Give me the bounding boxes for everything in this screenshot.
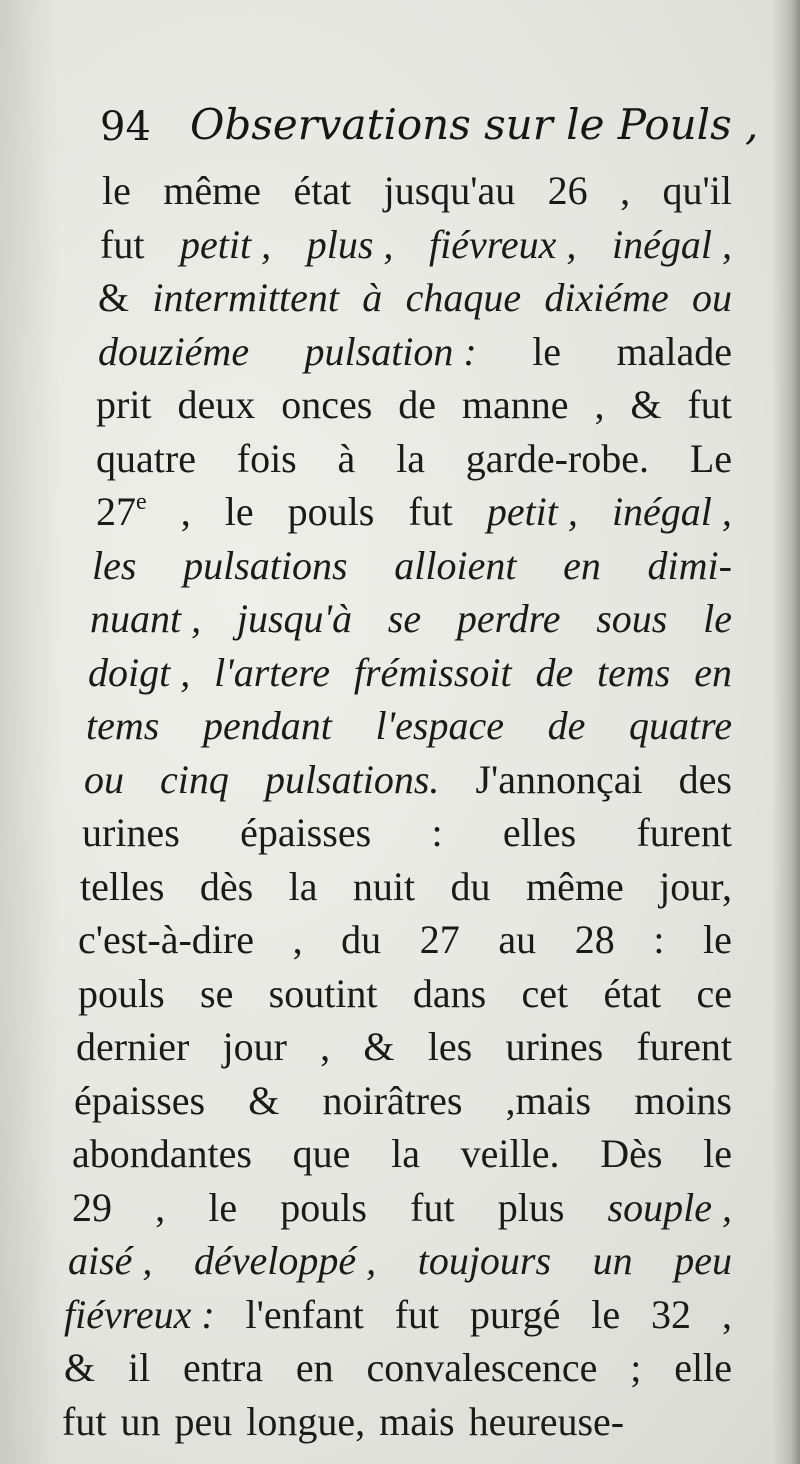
word: intermittent [152, 275, 340, 320]
word: pouls [280, 1184, 367, 1230]
text-line [82, 806, 732, 860]
word: développé , [194, 1238, 377, 1283]
word: perdre [456, 596, 561, 641]
text-line [78, 913, 732, 967]
text-line [64, 1288, 732, 1342]
word: soutint [268, 970, 378, 1016]
word: 27e [96, 489, 147, 534]
word: plus [497, 1184, 565, 1230]
word: c'est-à-dire [78, 917, 254, 962]
text-line [100, 218, 732, 272]
superscript: e [136, 489, 147, 515]
body-text [60, 164, 732, 1448]
text-line [98, 271, 732, 325]
text-line [98, 325, 732, 379]
word: nuit [352, 863, 416, 909]
word: même [525, 863, 624, 909]
word: cinq [160, 756, 229, 802]
word: pouls [78, 970, 165, 1016]
word: état [603, 970, 662, 1016]
word: le [703, 596, 732, 641]
page-number: 94 [100, 104, 151, 150]
word: souple , [607, 1184, 732, 1230]
word: peu [674, 1238, 732, 1283]
word: un [120, 1398, 161, 1444]
word: furent [636, 1024, 732, 1069]
word: qu'il [662, 168, 732, 213]
word: fiévreux , [429, 221, 577, 267]
word: 28 [574, 917, 615, 962]
word: nuant , [90, 596, 202, 641]
word: l'enfant [245, 1291, 364, 1337]
word: 29 [72, 1184, 112, 1230]
word: fut [410, 1184, 455, 1230]
text-line [96, 432, 732, 486]
word: frémissoit [353, 649, 512, 695]
word: fut [394, 1291, 440, 1337]
word: & [363, 1024, 395, 1069]
word: ou [691, 275, 732, 320]
word: aisé , [68, 1238, 153, 1283]
word: fiévreux : [64, 1291, 215, 1337]
word: jour [222, 1024, 287, 1069]
word: le [703, 1131, 732, 1176]
word: entra [183, 1345, 263, 1390]
word: il [127, 1345, 151, 1390]
word: que [292, 1131, 351, 1176]
word: quatre [629, 703, 732, 748]
word: ou [84, 756, 124, 802]
word: : [653, 917, 665, 962]
word: le [102, 168, 131, 213]
text-line [80, 860, 732, 914]
word: jour, [659, 863, 732, 909]
word: petit , [180, 221, 272, 267]
word: 26 [547, 168, 588, 213]
word: fut [687, 382, 732, 427]
word: de [535, 649, 574, 695]
word: ; [630, 1345, 642, 1390]
word: & [98, 275, 130, 320]
word: elles [502, 810, 577, 855]
word: ,mais [505, 1077, 592, 1123]
word: fut [408, 489, 453, 534]
word: tems [597, 649, 671, 695]
word: doigt , [88, 649, 191, 695]
word: inégal , [611, 489, 732, 534]
word: alloient [394, 542, 517, 588]
word: dès [199, 863, 254, 909]
word: pulsation : [304, 328, 477, 374]
word: plus , [306, 221, 394, 267]
word: urines [505, 1024, 604, 1069]
word: moins [634, 1077, 732, 1123]
word: épaisses [74, 1077, 206, 1123]
word: , [721, 1291, 732, 1337]
word: sous [596, 596, 668, 641]
word: 27 [419, 917, 460, 962]
word: , [320, 1024, 331, 1069]
page-edge-shadow [772, 0, 800, 1464]
word: épaisses [240, 810, 372, 855]
word: abondantes [72, 1131, 252, 1176]
word: , [594, 382, 605, 427]
text-line [68, 1234, 732, 1288]
text-line [102, 164, 732, 218]
word: douziéme [98, 328, 250, 374]
word: fut [100, 221, 145, 267]
word: le [591, 1291, 621, 1337]
page-gutter-shadow [0, 0, 60, 1464]
word: fois [236, 435, 297, 481]
word: fut [62, 1398, 107, 1444]
text-line [72, 1127, 732, 1181]
word: l'artere [214, 649, 330, 695]
word: onces [281, 382, 373, 427]
text-line [84, 753, 732, 807]
word: petit , [486, 489, 578, 534]
word: cet [521, 970, 569, 1016]
word: dernier [76, 1024, 190, 1069]
word: deux [177, 382, 256, 427]
word: , [620, 168, 631, 213]
word: jusqu'au [383, 168, 516, 213]
word: état [293, 168, 352, 213]
word: en [694, 649, 732, 695]
text-line [92, 539, 732, 593]
word: pouls [287, 489, 375, 534]
word: même [163, 168, 262, 213]
word: : [431, 810, 443, 855]
word: en [295, 1345, 334, 1390]
word: dimi- [647, 542, 732, 588]
word: elle [674, 1345, 732, 1390]
word: Dès [600, 1131, 663, 1176]
word: les [427, 1024, 473, 1069]
text-line [86, 699, 732, 753]
text-line [62, 1395, 732, 1449]
word: manne [461, 382, 569, 427]
word: la [288, 863, 318, 909]
word: en [563, 542, 601, 588]
text-line [76, 1020, 732, 1074]
word: à [362, 275, 383, 320]
word: malade [616, 328, 732, 374]
word: , [292, 917, 303, 962]
word: les [92, 542, 137, 588]
word: prit [96, 382, 152, 427]
word: Le [689, 435, 732, 481]
word: dans [412, 970, 487, 1016]
word: du [450, 863, 491, 909]
word: noirâtres [322, 1077, 463, 1123]
word: & [248, 1077, 280, 1123]
word: quatre [96, 435, 196, 481]
word: des [678, 756, 732, 802]
word: se [200, 970, 234, 1016]
word: & [64, 1345, 96, 1390]
word: de [547, 703, 586, 748]
word: le [224, 489, 254, 534]
word: mais [379, 1398, 455, 1444]
word: ce [696, 970, 732, 1016]
text-line [88, 646, 732, 700]
word: dixiéme [544, 275, 669, 320]
word: & [630, 382, 662, 427]
word: de [398, 382, 436, 427]
word: inégal , [611, 221, 732, 267]
text-line [96, 378, 732, 432]
word: la [396, 435, 425, 481]
word: du [341, 917, 382, 962]
word: furent [636, 810, 732, 855]
text-line [64, 1341, 732, 1395]
word: la [391, 1131, 420, 1176]
word: l'espace [375, 703, 504, 748]
text-line [72, 1181, 732, 1235]
word: jusqu'à [236, 596, 353, 641]
word: le [208, 1184, 238, 1230]
word: J'annonçai [475, 756, 643, 802]
word: pulsations [183, 542, 348, 588]
word: veille. [460, 1131, 560, 1176]
page-header [100, 96, 759, 166]
text-line [90, 592, 732, 646]
word: heureuse- [468, 1398, 625, 1444]
word: le [703, 917, 732, 962]
text-line [96, 485, 732, 539]
word: un [592, 1238, 633, 1283]
word: chaque [405, 275, 522, 320]
word: , [180, 489, 191, 534]
word: à [337, 435, 356, 481]
word: pulsations. [264, 756, 440, 802]
text-line [78, 967, 732, 1021]
word: toujours [417, 1238, 552, 1283]
word: le [532, 328, 562, 374]
word: longue, [246, 1398, 366, 1444]
text-line [74, 1074, 732, 1128]
word: peu [174, 1398, 233, 1444]
running-title: Observations sur le Pouls , [190, 100, 759, 149]
word: se [387, 596, 422, 641]
word: tems [86, 703, 160, 748]
word: telles [80, 863, 165, 909]
word: pendant [202, 703, 332, 748]
word: purgé [470, 1291, 561, 1337]
word: , [155, 1184, 166, 1230]
word: urines [82, 810, 180, 855]
word: 32 [651, 1291, 692, 1337]
word: convalescence [366, 1345, 598, 1390]
word: garde-robe. [465, 435, 650, 481]
word: au [498, 917, 537, 962]
